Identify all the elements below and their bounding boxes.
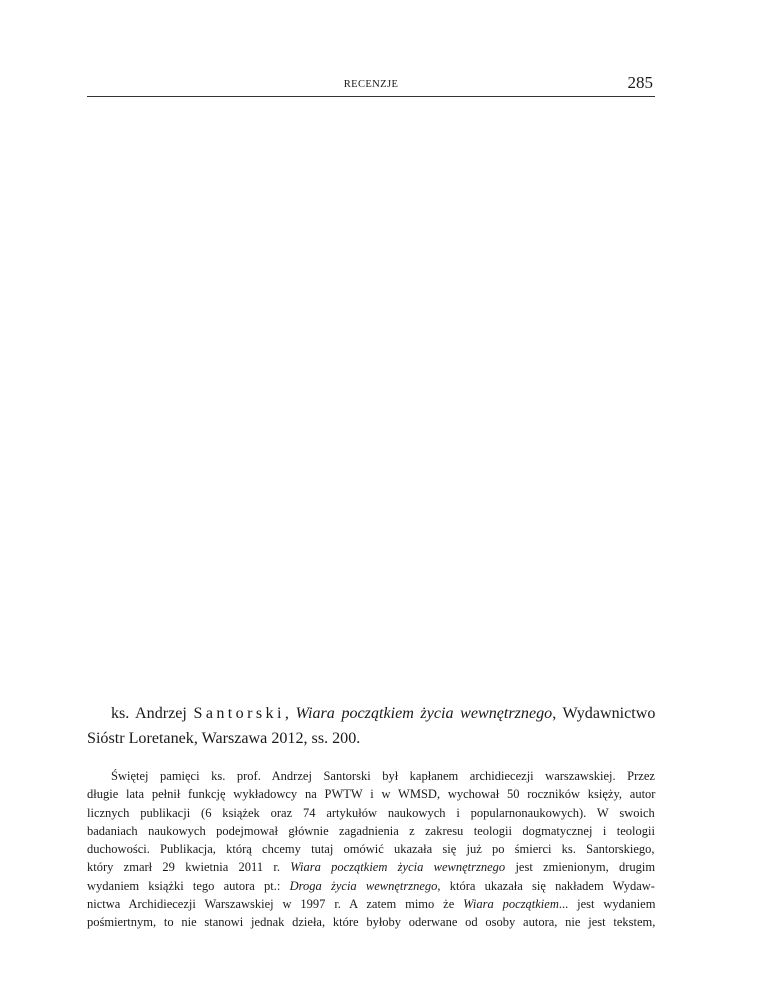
body-text-fragment: , która ukazała się nakładem Wydaw- <box>437 878 655 893</box>
author-surname: Santorski <box>193 705 285 722</box>
book-title-short-inline: Wiara początkiem <box>463 897 559 912</box>
review-body <box>87 767 655 932</box>
body-text-fragment: wydaniem książki tego autora pt.: <box>87 878 290 893</box>
body-text-fragment: nictwa Archidiecezji Warszawskiej w 1997 r. A zatem mimo że <box>87 897 464 912</box>
book-citation-line-1 <box>87 701 655 726</box>
body-line: licznych publikacji (6 książek oraz 74 artykułów naukowych i popularnonaukowych). W swoich <box>87 805 655 820</box>
body-line: pośmiertnym, to nie stanowi jednak dzieła, które byłoby oderwane od osoby autora, nie jest tekstem, <box>87 915 656 930</box>
body-line: duchowości. Publikacja, którą chcemy tutaj omówić ukazała się już po śmierci ks. Santorskiego, <box>87 842 655 857</box>
publisher-start: , Wydawnictwo <box>552 705 656 722</box>
book-citation-line-2: Sióstr Loretanek, Warszawa 2012, ss. 200. <box>87 730 361 747</box>
running-header <box>87 73 655 97</box>
body-line <box>87 858 655 876</box>
body-line <box>87 895 655 913</box>
body-text-fragment: ... jest wydaniem <box>558 897 656 912</box>
body-line <box>87 877 655 895</box>
earlier-title-inline: Droga życia wewnętrznego <box>289 878 438 893</box>
page-number: 285 <box>627 73 653 92</box>
book-citation <box>87 701 655 751</box>
body-line: badaniach naukowych podejmował głównie zagadnienia z zakresu teologii dogmatycznej i teologii <box>87 823 655 838</box>
body-line: Świętej pamięci ks. prof. Andrzej Santorski był kapłanem archidiecezji warszawskiej. Przez <box>111 769 655 783</box>
body-line: długie lata pełnił funkcję wykładowcy na PWTW i w WMSD, wychował 50 roczników księży, autor <box>87 787 656 802</box>
book-title: Wiara początkiem życia wewnętrznego <box>295 705 553 722</box>
author-prefix: ks. Andrzej <box>111 705 194 722</box>
citation-comma: , <box>284 705 296 722</box>
body-text-fragment: jest zmienionym, drugim <box>505 860 656 875</box>
book-title-inline: Wiara początkiem życia wewnętrznego <box>290 860 506 875</box>
section-title: RECENZJE <box>343 79 399 90</box>
body-text-fragment: który zmarł 29 kwietnia 2011 r. <box>87 860 291 875</box>
